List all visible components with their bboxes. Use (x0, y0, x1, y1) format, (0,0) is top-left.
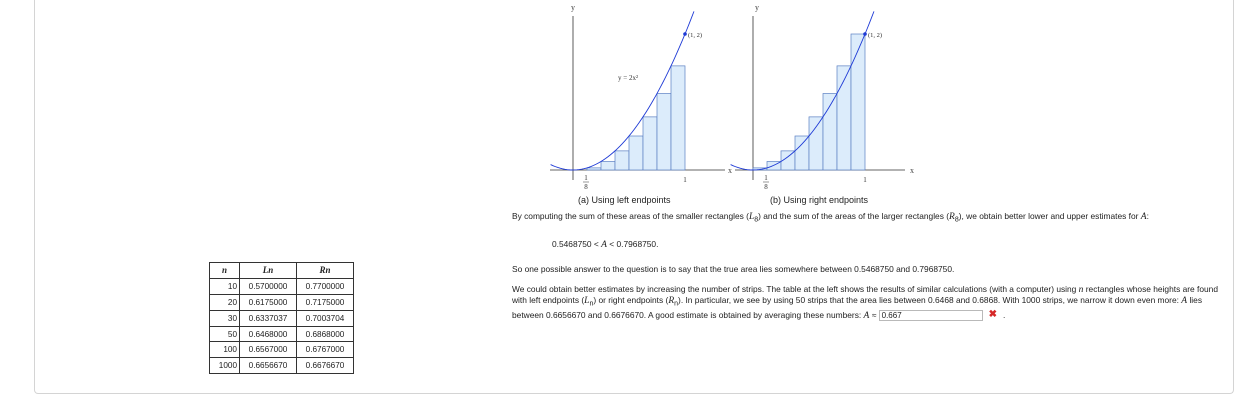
cell-rn: 0.7003704 (297, 310, 354, 326)
riemann-rectangle (795, 136, 809, 170)
point-label: (1, 2) (868, 32, 883, 39)
curve-equation-label: y = 2x² (618, 74, 639, 82)
tick-one-eighth-den: 8 (764, 183, 768, 191)
header-rn: Rn (297, 263, 354, 279)
cell-n: 1000 (210, 358, 240, 374)
riemann-rectangle (851, 34, 865, 170)
cell-n: 30 (210, 310, 240, 326)
cell-n: 100 (210, 342, 240, 358)
cell-ln: 0.6468000 (240, 326, 297, 342)
inequality-line (552, 239, 1240, 250)
sub: n (674, 300, 679, 308)
riemann-rectangle (837, 66, 851, 170)
right-rectangles (753, 34, 865, 170)
left-endpoints-graph (540, 0, 740, 195)
y-axis-label: y (755, 3, 759, 12)
riemann-rectangle (615, 151, 629, 170)
endpoint-dot (863, 32, 867, 36)
riemann-rectangle (809, 117, 823, 170)
text: . In particular, we see by using 50 strips that the area lies between 0.6468 and 0.6868. With 1000 strips, we narrow it down even more: (680, 295, 1179, 305)
answer-input[interactable]: 0.667 (879, 310, 983, 321)
right-endpoints-graph (730, 0, 930, 195)
var-Ln: L (584, 296, 590, 306)
riemann-rectangle (657, 94, 671, 171)
table-row (210, 310, 354, 326)
cell-ln: 0.6567000 (240, 342, 297, 358)
text: 0.5468750 < (552, 239, 599, 249)
var-R: R (949, 212, 955, 222)
var-L: L (748, 212, 755, 222)
text: rectangles whose heights are found with left endpoints (512, 284, 1218, 305)
tick-one: 1 (863, 176, 867, 184)
header-ln: Ln (240, 263, 297, 279)
text: . (1003, 309, 1006, 320)
text: < 0.7968750. (609, 239, 659, 249)
table-row (210, 342, 354, 358)
cell-rn: 0.7700000 (297, 278, 354, 294)
table-row (210, 294, 354, 310)
cell-ln: 0.6656670 (240, 358, 297, 374)
caption-left-endpoints: (a) Using left endpoints (578, 195, 671, 205)
table-row (210, 358, 354, 374)
cell-ln: 0.5700000 (240, 278, 297, 294)
text: or right endpoints (598, 295, 664, 305)
cell-n: 20 (210, 294, 240, 310)
riemann-rectangle (601, 162, 615, 171)
incorrect-x-icon: ✖ (988, 309, 998, 321)
cell-rn: 0.6676670 (297, 358, 354, 374)
approx-symbol: ≈ (871, 309, 877, 320)
x-axis-label: x (728, 166, 732, 175)
var-A: A (601, 240, 607, 250)
sub: n (589, 300, 594, 308)
caption-right-endpoints: (b) Using right endpoints (770, 195, 869, 205)
text: , we obtain better lower and upper estimates for (961, 211, 1139, 221)
var-Rn: R (668, 296, 675, 306)
tick-one-eighth-den: 8 (584, 183, 588, 191)
header-n: n (210, 263, 240, 279)
var-A: A (1181, 296, 1188, 306)
x-axis-label: x (910, 166, 914, 175)
tick-one: 1 (683, 176, 687, 184)
point-label: (1, 2) (688, 32, 703, 39)
cell-ln: 0.6175000 (240, 294, 297, 310)
sub: 8 (954, 216, 959, 224)
cell-n: 50 (210, 326, 240, 342)
riemann-rectangle (643, 117, 657, 170)
table-row (210, 326, 354, 342)
table-row (210, 278, 354, 294)
riemann-rectangle (629, 136, 643, 170)
var-A: A (863, 310, 870, 321)
cell-n: 10 (210, 278, 240, 294)
cell-ln: 0.6337037 (240, 310, 297, 326)
riemann-rectangle (587, 168, 601, 170)
text: lies between 0.6656670 and 0.6676670. A good estimate is obtained by averaging these numbers: (512, 295, 1203, 320)
text: and the sum of the areas of the larger rectangles (763, 211, 944, 221)
table-header-row (210, 263, 354, 279)
var-A: A (1140, 212, 1147, 222)
paragraph-better-estimates: We could obtain better estimates by increasing the number of strips. The table at the left shows the results of similar calculations (with a computer) using n rectangles whose heights are found with left endpoints $(L_n)$ or right endpoints $(R_n)$. In particular, we see by using 50 strips that the area lies between 0.6468 and 0.6868. With 1000 strips, we narrow it down even more: A lies between 0.6656670 and 0.6676670. A good estimate is obtained by averaging these numbers: A ≈ 0.667 ✖ . (512, 284, 1218, 321)
sub: 8 (754, 216, 759, 224)
endpoint-dot (683, 32, 687, 36)
results-table (209, 262, 354, 374)
text: : (1146, 211, 1149, 221)
text: We could obtain better estimates by increasing the number of strips. The table at the left shows the results of similar calculations (with a computer) using (512, 284, 1077, 294)
paragraph-estimates: By computing the sum of these areas of the smaller rectangles $(L_8)$ and the sum of the areas of the larger rectangles $(R_8)$, we obtain better lower and upper estimates for A: (512, 211, 1149, 224)
paragraph-possible-answer: So one possible answer to the question is to say that the true area lies somewhere between 0.5468750 and 0.7968750. (512, 264, 955, 274)
cell-rn: 0.7175000 (297, 294, 354, 310)
tick-one-eighth-num: 1 (764, 174, 768, 182)
cell-rn: 0.6767000 (297, 342, 354, 358)
cell-rn: 0.6868000 (297, 326, 354, 342)
var-n: n (1078, 285, 1084, 295)
y-axis-label: y (571, 3, 575, 12)
riemann-rectangle (671, 66, 685, 170)
tick-one-eighth-num: 1 (584, 174, 588, 182)
text: By computing the sum of these areas of the smaller rectangles (512, 211, 744, 221)
